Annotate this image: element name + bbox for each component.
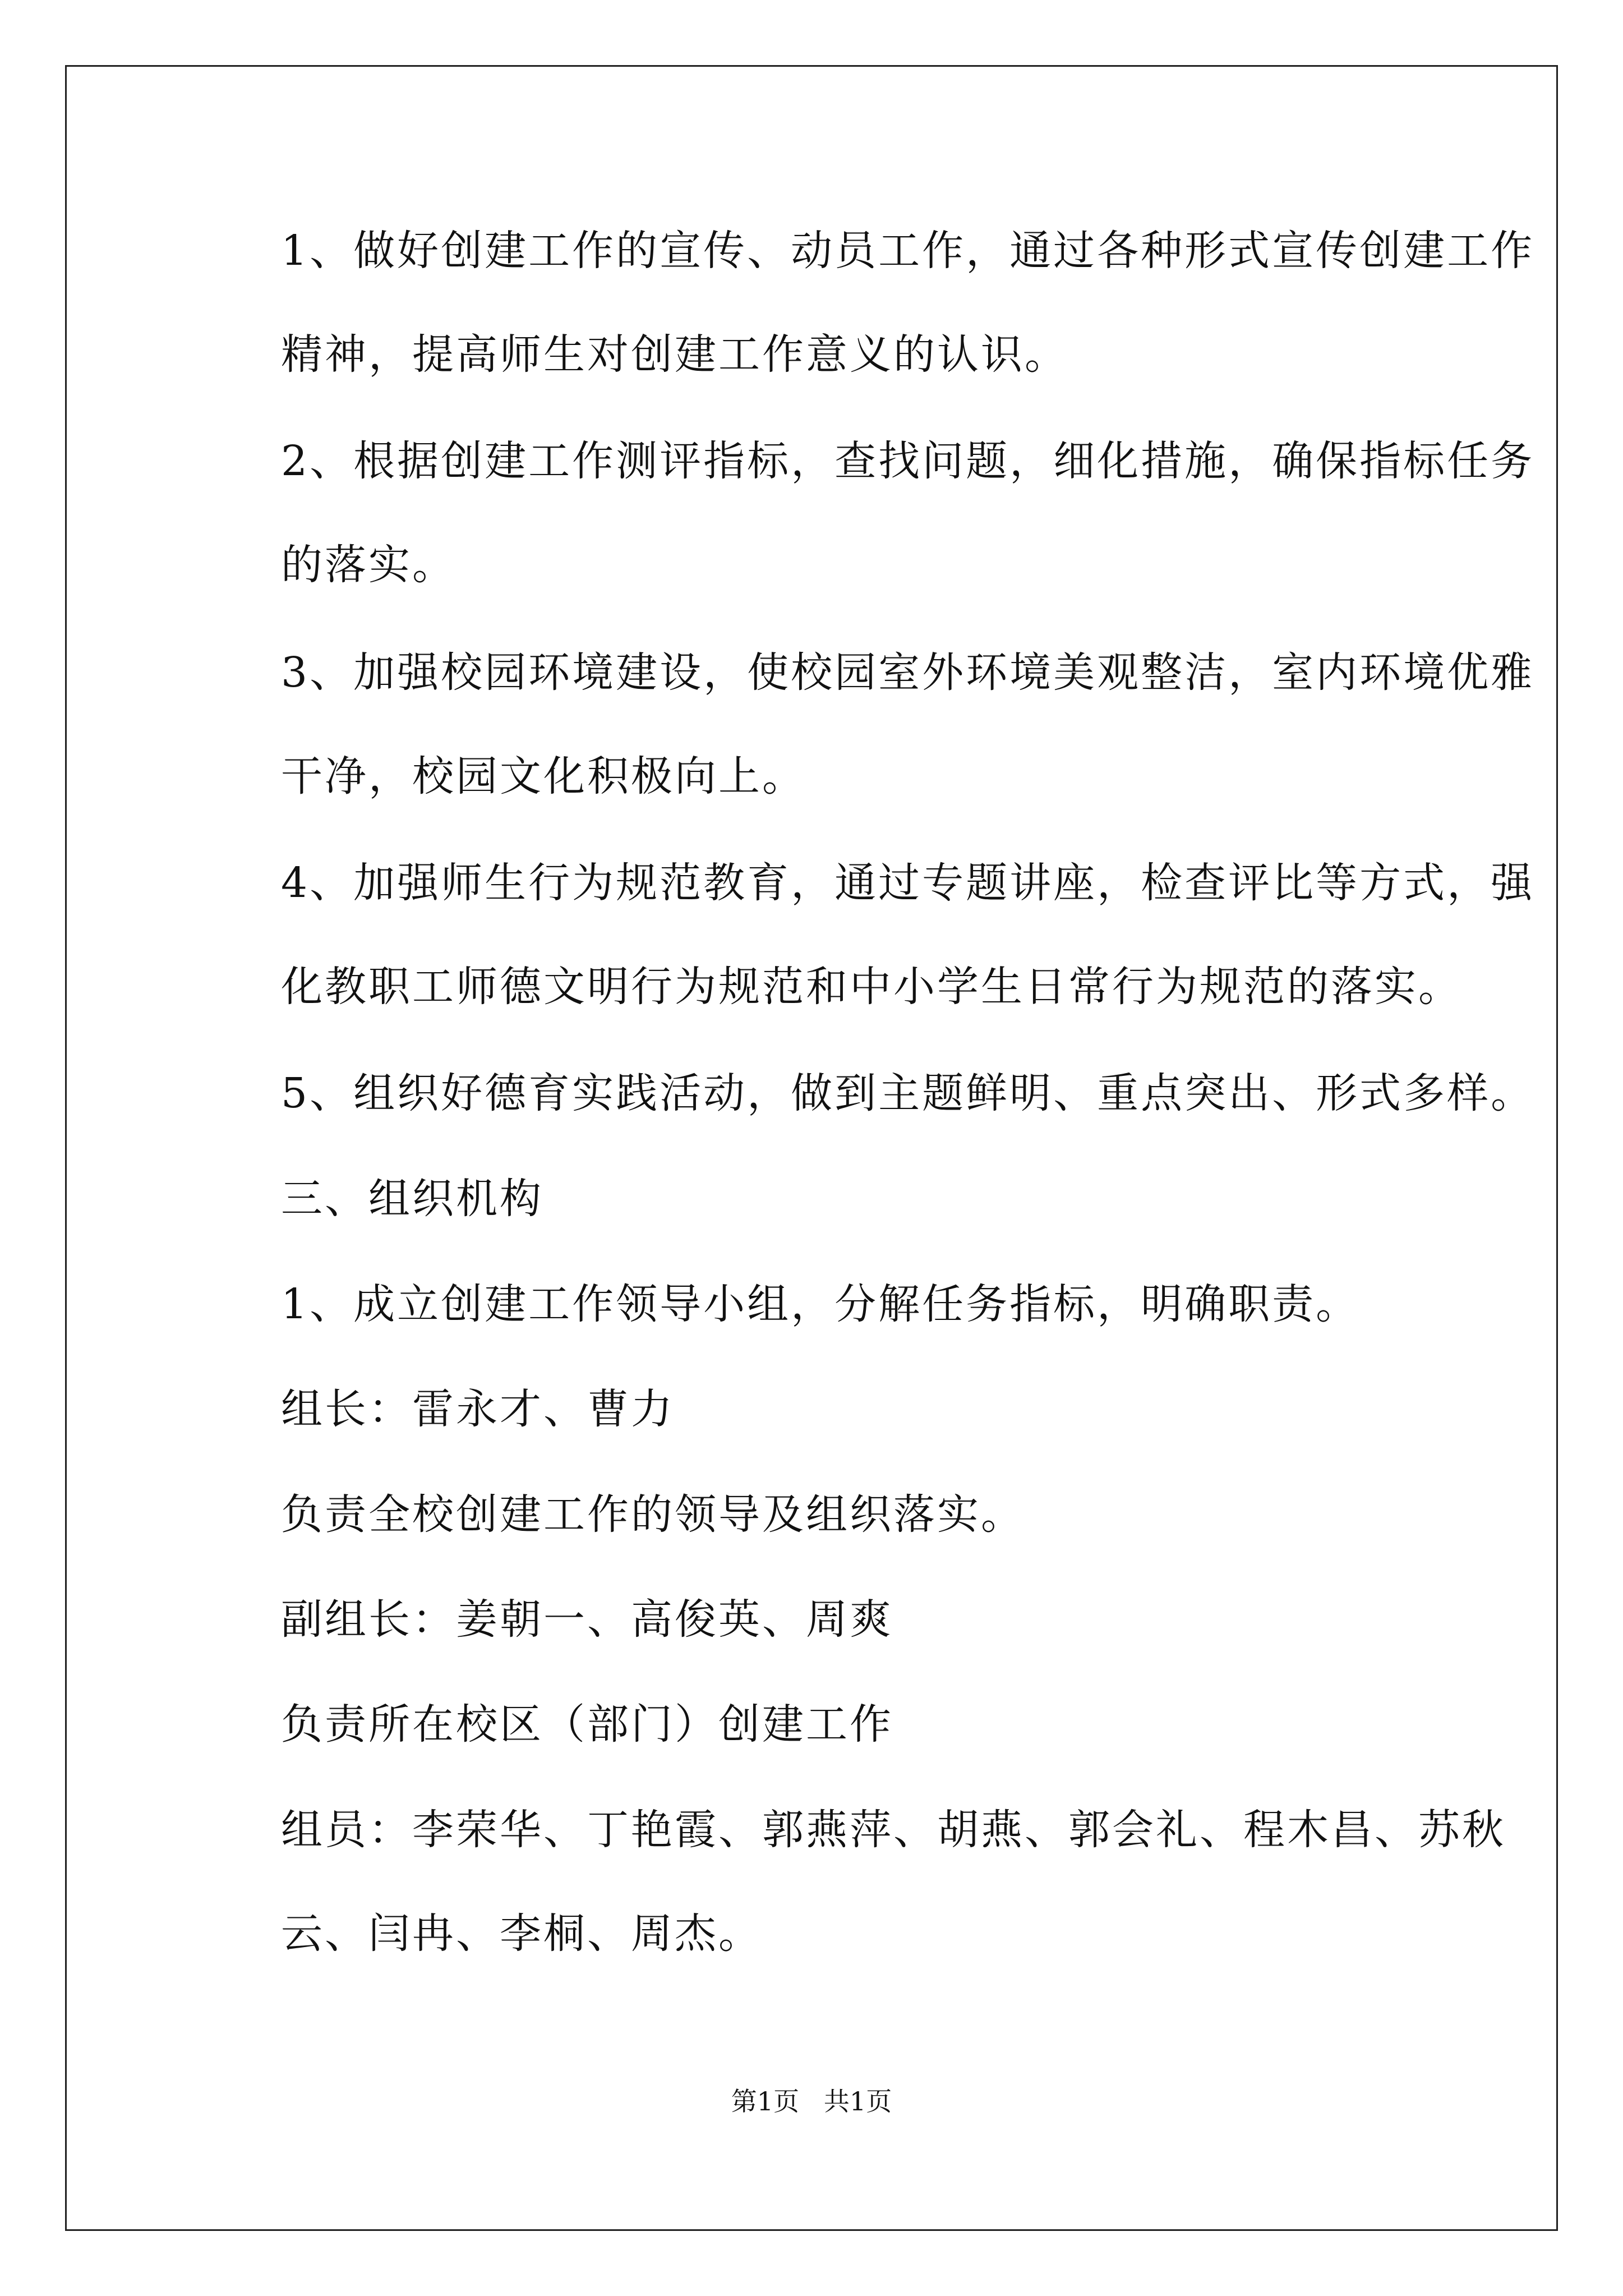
text-line: 2、根据创建工作测评指标，查找问题，细化措施，确保指标任务	[281, 437, 1535, 485]
text-line: 5、组织好德育实践活动，做到主题鲜明、重点突出、形式多样。	[281, 1069, 1535, 1117]
paragraph-7	[199, 1280, 1433, 1328]
paragraph-3	[199, 648, 1535, 800]
paragraph-5	[199, 1069, 1535, 1117]
paragraph-10	[199, 1595, 1433, 1644]
text-line: 干净，校园文化积极向上。	[281, 752, 806, 800]
text-line: 组员：李荣华、丁艳霞、郭燕萍、胡燕、郭会礼、程木昌、苏秋	[281, 1806, 1506, 1854]
text-line: 的落实。	[281, 541, 456, 589]
paragraph-8	[199, 1385, 1433, 1433]
paragraph-4	[199, 859, 1535, 1011]
text-line: 副组长：姜朝一、高俊英、周爽	[281, 1595, 893, 1644]
text-line: 4、加强师生行为规范教育，通过专题讲座，检查评比等方式，强	[281, 859, 1535, 907]
paragraph-12	[199, 1806, 1506, 1958]
page-footer: 第1页 共1页	[731, 2086, 892, 2116]
text-line: 云、闫冉、李桐、周杰。	[281, 1910, 762, 1958]
text-line: 化教职工师德文明行为规范和中小学生日常行为规范的落实。	[281, 963, 1462, 1011]
paragraph-11	[199, 1700, 1433, 1749]
text-line: 3、加强校园环境建设，使校园室外环境美观整洁，室内环境优雅	[281, 648, 1535, 697]
text-line: 负责全校创建工作的领导及组织落实。	[281, 1490, 1025, 1539]
paragraph-1	[199, 227, 1535, 379]
text-line: 负责所在校区（部门）创建工作	[281, 1700, 893, 1749]
text-line: 组长：雷永才、曹力	[281, 1385, 675, 1433]
section-heading	[199, 1175, 1433, 1223]
text-line: 1、成立创建工作领导小组，分解任务指标，明确职责。	[281, 1280, 1360, 1328]
text-line: 1、做好创建工作的宣传、动员工作，通过各种形式宣传创建工作	[281, 227, 1535, 275]
paragraph-9	[199, 1490, 1433, 1539]
text-line: 三、组织机构	[281, 1175, 543, 1223]
text-line: 精神，提高师生对创建工作意义的认识。	[281, 330, 1068, 379]
paragraph-2	[199, 437, 1535, 589]
